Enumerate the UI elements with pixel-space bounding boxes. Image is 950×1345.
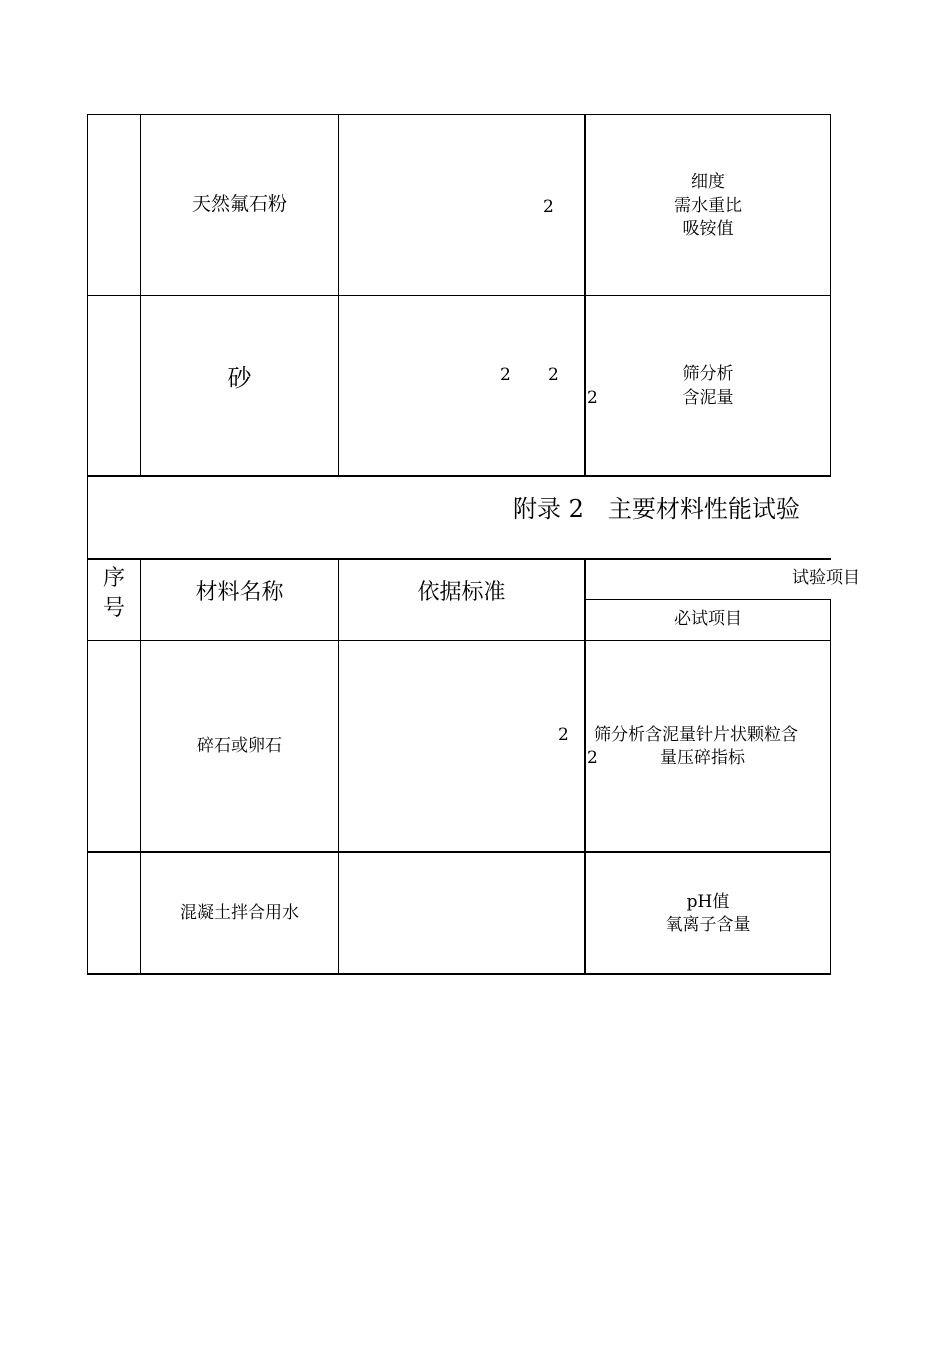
test-item: 量压碎指标	[660, 748, 745, 768]
standard-mark: 2	[543, 197, 554, 217]
header-test-items: 试验项目	[792, 568, 860, 588]
item-mark: 2	[587, 388, 598, 408]
test-item: 含泥量	[682, 388, 734, 408]
header-seq: 序	[102, 566, 125, 591]
test-item: 氧离子含量	[665, 915, 751, 935]
test-item: 筛分析含泥量针片状颗粒含	[594, 725, 798, 745]
test-item: 筛分析	[682, 364, 734, 384]
standard-mark: 2	[548, 365, 559, 385]
material-name: 天然氟石粉	[191, 193, 287, 215]
material-name: 碎石或卵石	[197, 736, 282, 756]
header-required: 必试项目	[674, 609, 742, 629]
material-name: 砂	[227, 364, 252, 392]
standard-mark: 2	[558, 725, 569, 745]
header-material-name: 材料名称	[195, 580, 284, 605]
test-item: 吸铵值	[682, 219, 734, 239]
item-mark: 2	[587, 748, 598, 768]
header-seq: 号	[102, 596, 125, 621]
standard-mark: 2	[500, 365, 511, 385]
test-item: pH值	[686, 892, 730, 912]
test-item: 需水重比	[674, 196, 742, 216]
test-item: 细度	[691, 172, 725, 192]
material-name: 混凝土拌合用水	[180, 903, 299, 923]
page-title: 附录 2 主要材料性能试验	[513, 495, 800, 523]
header-standard: 依据标准	[417, 580, 506, 605]
